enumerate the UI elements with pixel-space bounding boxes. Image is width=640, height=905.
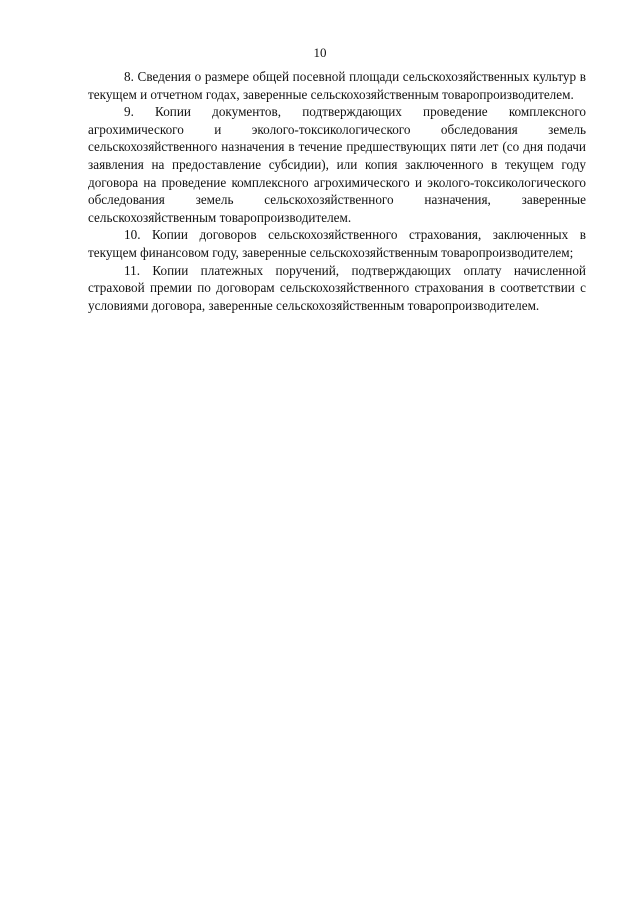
paragraph-item-8: 8. Сведения о размере общей посевной площади сельскохозяйственных культур в текущем и отчетном годах, заверенные сельскохозяйственным товаропроизводителем.: [88, 69, 586, 102]
document-body: [88, 68, 586, 314]
paragraph-item-9: 9. Копии документов, подтверждающих проведение комплексного агрохимического и эколого-токсикологического обследования земель сельскохозяйственного назначения в течение предшествующих пяти лет (со дня подачи заявления на предоставление субсидии), или копия заключенного в текущем году договора на проведение комплексного агрохимического и эколого-токсикологического обследования земель сельскохозяйственного назначения, заверенные сельскохозяйственным товаропроизводителем.: [88, 104, 586, 225]
page-number: 10: [313, 45, 327, 60]
paragraph-item-11: 11. Копии платежных поручений, подтверждающих оплату начисленной страховой премии по договорам сельскохозяйственного страхования в соответствии с условиями договора, заверенные сельскохозяйственным товаропроизводителем.: [88, 262, 586, 313]
paragraph-item-10: 10. Копии договоров сельскохозяйственного страхования, заключенных в текущем финансовом году, заверенные сельскохозяйственным товаропроизводителем;: [88, 227, 586, 260]
